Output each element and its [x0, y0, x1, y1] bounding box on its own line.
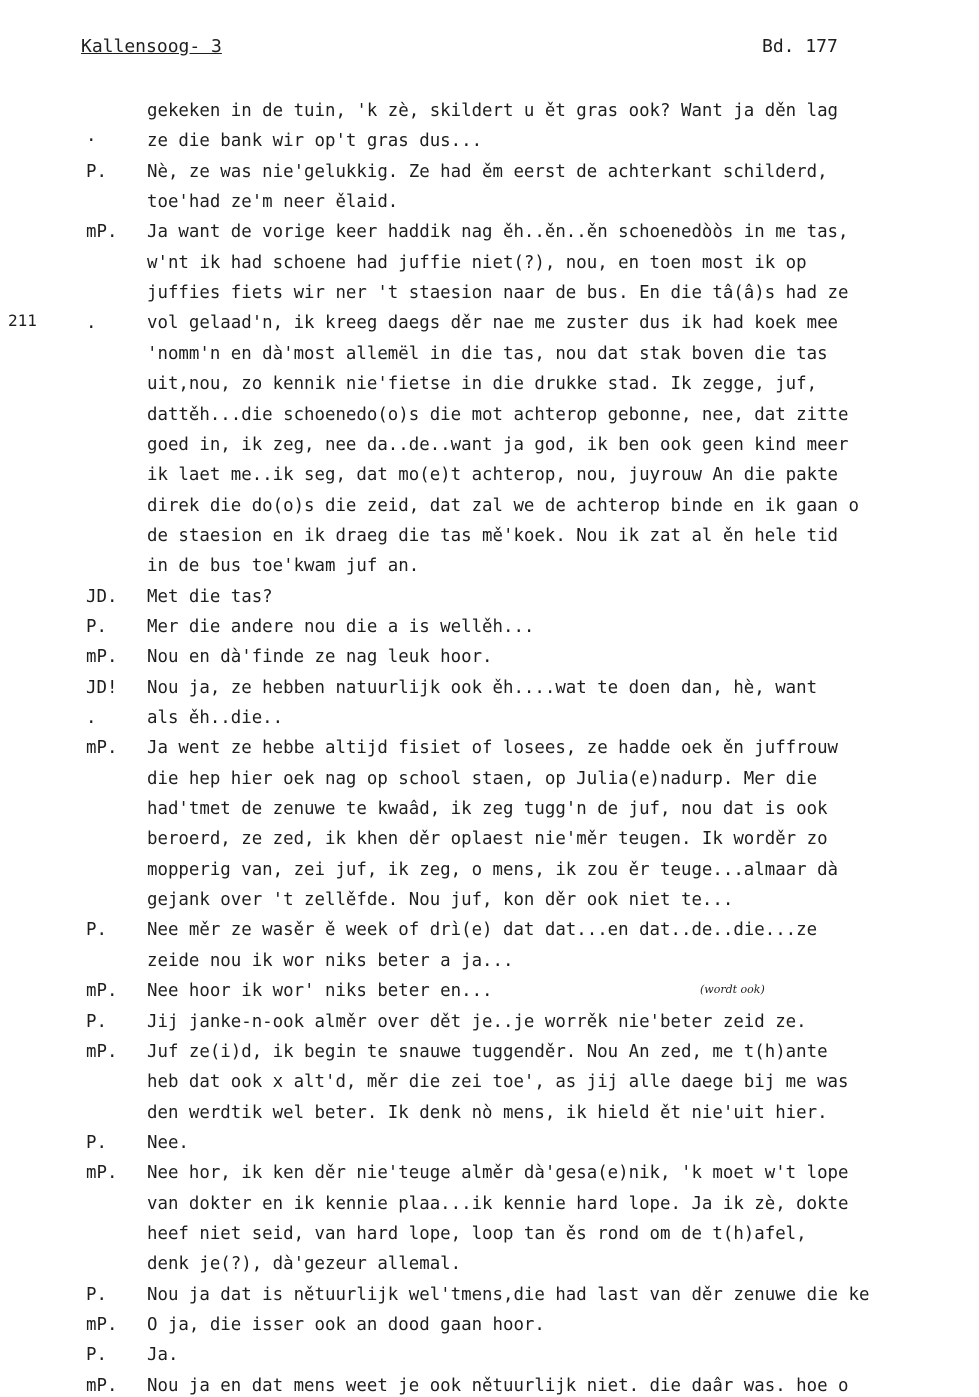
transcript-line: vol gelaad'n, ik kreeg daegs děr nae me zuster dus ik had koek mee	[147, 313, 839, 333]
speaker-label: mP.	[86, 222, 118, 242]
speaker-label: JD!	[86, 678, 118, 698]
speaker-label: mP.	[86, 738, 118, 758]
transcript-line: 'nomm'n en dà'most allemël in die tas, nou dat stak boven die tas	[147, 344, 828, 364]
speaker-label: .	[86, 313, 97, 333]
speaker-label: P.	[86, 162, 107, 182]
transcript-line: Nee měr ze wasěr ě week of drì(e) dat dat...en dat..de..die...ze	[147, 920, 818, 940]
transcript-line: had'tmet de zenuwe te kwaâd, ik zeg tugg'n de juf, nou dat is ook	[147, 799, 828, 819]
page-header-number: Bd. 177	[762, 36, 838, 57]
transcript-line: Nou ja dat is nětuurlijk wel'tmens,die had last van děr zenuwe die ke	[147, 1285, 870, 1305]
transcript-line: ze die bank wir op't gras dus...	[147, 131, 483, 151]
transcript-line: van dokter en ik kennie plaa...ik kennie hard lope. Ja ik zè, dokte	[147, 1194, 849, 1214]
transcript-line: Juf ze(i)d, ik begin te snauwe tuggenděr. Nou An zed, me t(h)ante	[147, 1042, 828, 1062]
transcript-line: goed in, ik zeg, nee da..de..want ja god, ik ben ook geen kind meer	[147, 435, 849, 455]
transcript-line: Nou ja en dat mens weet je ook nětuurlijk niet. die daâr was. hoe o	[147, 1376, 849, 1396]
transcript-line: Ja went ze hebbe altijd fisiet of losees, ze hadde oek ěn juffrouw	[147, 738, 839, 758]
transcript-line: zeide nou ik wor niks beter a ja...	[147, 951, 514, 971]
transcript-line: Nou en dà'finde ze nag leuk hoor.	[147, 647, 493, 667]
speaker-label: mP.	[86, 981, 118, 1001]
transcript-line: Met die tas?	[147, 587, 273, 607]
transcript-line: mopperig van, zei juf, ik zeg, o mens, ik zou ěr teuge...almaar dà	[147, 860, 839, 880]
margin-line-number: 211	[8, 311, 37, 330]
transcript-line: Ja.	[147, 1345, 179, 1365]
speaker-label: .	[86, 708, 97, 728]
transcript-line: Nee hor, ik ken děr nie'teuge alměr dà'gesa(e)nik, 'k moet w't lope	[147, 1163, 849, 1183]
transcript-line: beroerd, ze zed, ik khen děr oplaest nie'měr teugen. Ik worděr zo	[147, 829, 828, 849]
speaker-label: mP.	[86, 1042, 118, 1062]
transcript-line: ik laet me..ik seg, dat mo(e)t achterop, nou, juyrouw An die pakte	[147, 465, 839, 485]
transcript-line: Mer die andere nou die a is wellěh...	[147, 617, 535, 637]
speaker-label: mP.	[86, 1376, 118, 1396]
transcript-line: die hep hier oek nag op school staen, op Julia(e)nadurp. Mer die	[147, 769, 818, 789]
transcript-line: Nou ja, ze hebben natuurlijk ook ěh....wat te doen dan, hè, want	[147, 678, 818, 698]
speaker-label: JD.	[86, 587, 118, 607]
transcript-line: de staesion en ik draeg die tas mě'koek. Nou ik zat al ěn hele tid	[147, 526, 839, 546]
transcript-line: uit,nou, zo kennik nie'fietse in die drukke stad. Ik zegge, juf,	[147, 374, 818, 394]
speaker-label: P.	[86, 1012, 107, 1032]
handwritten-annotation: (wordt ook)	[700, 983, 765, 996]
speaker-label: P.	[86, 1133, 107, 1153]
transcript-line: w'nt ik had schoene had juffie niet(?), nou, en toen most ik op	[147, 253, 807, 273]
transcript-line: Nee.	[147, 1133, 189, 1153]
transcript-line: dattěh...die schoenedo(o)s die mot achterop gebonne, nee, dat zitte	[147, 405, 849, 425]
speaker-label: mP.	[86, 1315, 118, 1335]
transcript-line: toe'had ze'm neer ělaid.	[147, 192, 399, 212]
transcript-line: gekeken in de tuin, 'k zè, skildert u ět gras ook? Want ja děn lag	[147, 101, 839, 121]
transcript-line: als ěh..die..	[147, 708, 284, 728]
transcript-line: Nee hoor ik wor' niks beter en...	[147, 981, 493, 1001]
speaker-label: P.	[86, 1345, 107, 1365]
transcript-line: Ja want de vorige keer haddik nag ěh..ěn..ěn schoenedòòs in me tas,	[147, 222, 849, 242]
transcript-line: den werdtik wel beter. Ik denk nò mens, ik hield ět nie'uit hier.	[147, 1103, 828, 1123]
transcript-line: in de bus toe'kwam juf an.	[147, 556, 420, 576]
transcript-line: denk je(?), dà'gezeur allemal.	[147, 1254, 462, 1274]
speaker-label: mP.	[86, 647, 118, 667]
speaker-label: P.	[86, 1285, 107, 1305]
speaker-label: mP.	[86, 1163, 118, 1183]
transcript-line: Nè, ze was nie'gelukkig. Ze had ěm eerst de achterkant schilderd,	[147, 162, 828, 182]
transcript-line: direk die do(o)s die zeid, dat zal we de achterop binde en ik gaan o	[147, 496, 859, 516]
transcript-line: heb dat ook x alt'd, měr die zei toe', as jij alle daege bij me was	[147, 1072, 849, 1092]
page-header-title: Kallensoog- 3	[81, 36, 222, 57]
transcript-line: O ja, die isser ook an dood gaan hoor.	[147, 1315, 545, 1335]
transcript-line: gejank over 't zellěfde. Nou juf, kon děr ook niet te...	[147, 890, 734, 910]
transcript-line: juffies fiets wir ner 't staesion naar de bus. En die tâ(â)s had ze	[147, 283, 849, 303]
speaker-label: P.	[86, 617, 107, 637]
speaker-label: ·	[86, 131, 97, 151]
transcript-line: heef niet seid, van hard lope, loop tan ěs rond om de t(h)afel,	[147, 1224, 807, 1244]
transcript-line: Jij janke-n-ook alměr over dět je..je worrěk nie'beter zeid ze.	[147, 1012, 807, 1032]
speaker-label: P.	[86, 920, 107, 940]
